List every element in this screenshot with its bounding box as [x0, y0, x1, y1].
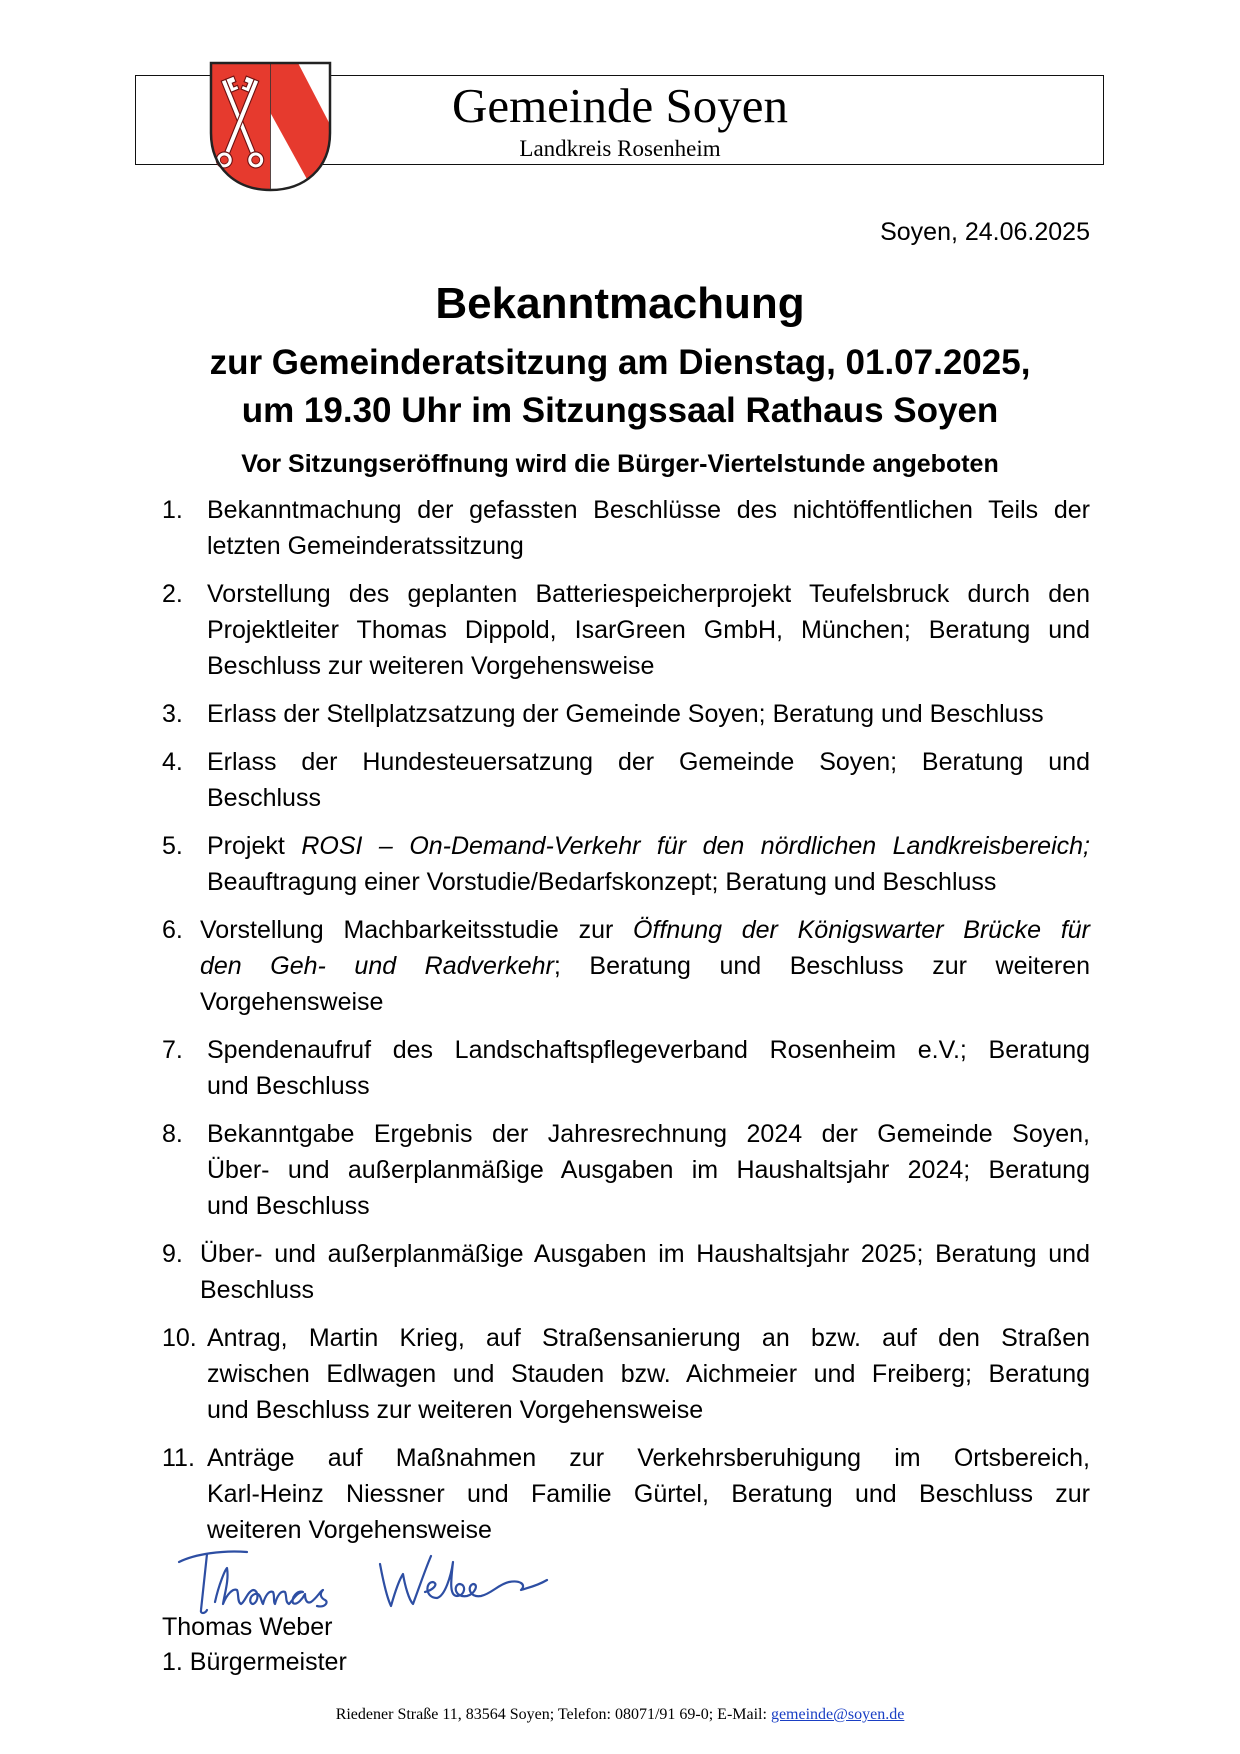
agenda-item-number: 9. — [162, 1240, 183, 1268]
agenda-item-line — [207, 1188, 1090, 1224]
footer-contact — [0, 1705, 1240, 1725]
agenda-item-text — [207, 696, 1090, 732]
agenda-item-line — [207, 780, 1090, 816]
agenda-item-text-segment: und Beschluss — [207, 1192, 370, 1220]
agenda-item-line — [200, 984, 1090, 1020]
agenda-item-number: 1. — [162, 496, 183, 524]
agenda-item-number: 7. — [162, 1036, 183, 1064]
agenda-item-number: 10. — [162, 1324, 197, 1352]
agenda-item-number: 3. — [162, 700, 183, 728]
agenda-item-line — [207, 1476, 1090, 1512]
agenda-item-text — [207, 1320, 1090, 1428]
agenda-item-text-segment: Bekanntgabe Ergebnis der Jahresrechnung 2024 der Gemeinde Soyen, — [207, 1120, 1090, 1148]
signatory-role: 1. Bürgermeister — [162, 1648, 347, 1676]
agenda-item-2 — [162, 576, 1090, 684]
agenda-item-text-segment: Projektleiter Thomas Dippold, IsarGreen GmbH, München; Beratung und — [207, 616, 1090, 644]
agenda-item-line — [207, 1356, 1090, 1392]
agenda-item-line — [207, 1068, 1090, 1104]
agenda-item-3 — [162, 696, 1090, 732]
agenda-item-text — [207, 1116, 1090, 1224]
agenda-item-text — [207, 1032, 1090, 1104]
agenda-item-text-segment: Über- und außerplanmäßige Ausgaben im Haushaltsjahr 2024; Beratung — [207, 1156, 1090, 1184]
agenda-item-4 — [162, 744, 1090, 816]
email-link[interactable]: gemeinde@soyen.de — [770, 1706, 905, 1723]
agenda-item-text-segment: Vorgehensweise — [200, 988, 384, 1016]
citizens-quarter-hour-note: Vor Sitzungseröffnung wird die Bürger-Viertelstunde angeboten — [241, 450, 999, 478]
agenda-item-text-segment: Spendenaufruf des Landschaftspflegeverband Rosenheim e.V.; Beratung — [207, 1036, 1090, 1064]
agenda-item-8 — [162, 1116, 1090, 1224]
agenda-item-text — [207, 492, 1090, 564]
agenda-item-line — [200, 1236, 1090, 1272]
agenda-item-text — [207, 576, 1090, 684]
footer-address: Riedener Straße 11, 83564 Soyen; Telefon: 08071/91 69-0; E-Mail: — [335, 1706, 771, 1723]
agenda-item-text — [207, 744, 1090, 816]
agenda-item-line — [207, 696, 1090, 732]
agenda-item-text-segment: Beschluss zur weiteren Vorgehensweise — [207, 652, 655, 680]
agenda-item-number: 8. — [162, 1120, 183, 1148]
agenda-item-text-segment: Projekt — [207, 832, 302, 860]
agenda-item-text-segment: Beschluss — [200, 1276, 314, 1304]
agenda-item-text-segment: und Beschluss zur weiteren Vorgehensweise — [207, 1396, 704, 1424]
agenda-item-line — [207, 1116, 1090, 1152]
agenda-item-text-segment: Vorstellung Machbarkeitsstudie zur — [200, 916, 634, 944]
agenda-item-text-segment: letzten Gemeinderatssitzung — [207, 532, 524, 560]
agenda-item-line — [207, 1032, 1090, 1068]
signatory-name: Thomas Weber — [162, 1613, 333, 1641]
announcement-heading: Bekanntmachung — [435, 279, 805, 328]
agenda-list — [162, 492, 1090, 1560]
agenda-item-7 — [162, 1032, 1090, 1104]
meeting-date-line: zur Gemeinderatsitzung am Dienstag, 01.07.2025, — [209, 343, 1031, 382]
agenda-item-line — [207, 612, 1090, 648]
agenda-item-line — [207, 1440, 1090, 1476]
municipality-name: Gemeinde Soyen — [451, 78, 789, 133]
agenda-item-text-segment: Bekanntmachung der gefassten Beschlüsse des nichtöffentlichen Teils der — [207, 496, 1090, 524]
agenda-item-line — [207, 528, 1090, 564]
agenda-item-line — [200, 1272, 1090, 1308]
agenda-item-number: 5. — [162, 832, 183, 860]
agenda-item-1 — [162, 492, 1090, 564]
agenda-item-emphasis: ROSI – On-Demand-Verkehr für den nördlichen Landkreisbereich; — [301, 832, 1090, 860]
agenda-item-line — [207, 492, 1090, 528]
agenda-item-line — [200, 948, 1090, 984]
agenda-item-text-segment: und Beschluss — [207, 1072, 370, 1100]
agenda-item-number: 4. — [162, 748, 183, 776]
agenda-item-text — [200, 912, 1090, 1020]
agenda-item-text — [200, 1236, 1090, 1308]
agenda-item-line — [207, 1392, 1090, 1428]
agenda-item-line — [200, 912, 1090, 948]
agenda-item-text-segment: Erlass der Hundesteuersatzung der Gemeinde Soyen; Beratung und — [207, 748, 1090, 776]
meeting-place-line: um 19.30 Uhr im Sitzungssaal Rathaus Soyen — [241, 391, 999, 430]
district-name: Landkreis Rosenheim — [519, 136, 721, 161]
agenda-item-text-segment: Beschluss — [207, 784, 321, 812]
agenda-item-10 — [162, 1320, 1090, 1428]
agenda-item-text-segment: Anträge auf Maßnahmen zur Verkehrsberuhigung im Ortsbereich, — [207, 1444, 1090, 1472]
agenda-item-9 — [162, 1236, 1090, 1308]
agenda-item-text-segment: ; Beratung und Beschluss zur weiteren — [553, 952, 1091, 980]
document-date: Soyen, 24.06.2025 — [880, 218, 1090, 246]
agenda-item-line — [207, 648, 1090, 684]
handwritten-signature — [175, 1540, 555, 1615]
agenda-item-text — [207, 828, 1090, 900]
agenda-item-emphasis: Öffnung der Königswarter Brücke für — [633, 916, 1090, 944]
agenda-item-text-segment: weiteren Vorgehensweise — [207, 1516, 492, 1544]
agenda-item-line — [207, 576, 1090, 612]
agenda-item-line — [207, 1152, 1090, 1188]
agenda-item-emphasis: den Geh- und Radverkehr — [200, 952, 554, 980]
agenda-item-text-segment: Beauftragung einer Vorstudie/Bedarfskonzept; Beratung und Beschluss — [207, 868, 997, 896]
agenda-item-text-segment: Über- und außerplanmäßige Ausgaben im Haushaltsjahr 2025; Beratung und — [200, 1240, 1090, 1268]
agenda-item-text — [207, 1440, 1090, 1548]
agenda-item-line — [207, 828, 1090, 864]
agenda-item-text-segment: Erlass der Stellplatzsatzung der Gemeinde Soyen; Beratung und Beschluss — [207, 700, 1044, 728]
agenda-item-line — [207, 744, 1090, 780]
agenda-item-text-segment: zwischen Edlwagen und Stauden bzw. Aichmeier und Freiberg; Beratung — [207, 1360, 1090, 1388]
agenda-item-text-segment: Antrag, Martin Krieg, auf Straßensanierung an bzw. auf den Straßen — [207, 1324, 1090, 1352]
agenda-item-number: 2. — [162, 580, 183, 608]
agenda-item-text-segment: Vorstellung des geplanten Batteriespeicherprojekt Teufelsbruck durch den — [207, 580, 1090, 608]
agenda-item-5 — [162, 828, 1090, 900]
agenda-item-text-segment: Karl-Heinz Niessner und Familie Gürtel, Beratung und Beschluss zur — [207, 1480, 1090, 1508]
agenda-item-number: 11. — [162, 1444, 195, 1472]
agenda-item-11 — [162, 1440, 1090, 1548]
agenda-item-number: 6. — [162, 916, 183, 944]
agenda-item-line — [207, 1320, 1090, 1356]
agenda-item-6 — [162, 912, 1090, 1020]
agenda-item-line — [207, 864, 1090, 900]
